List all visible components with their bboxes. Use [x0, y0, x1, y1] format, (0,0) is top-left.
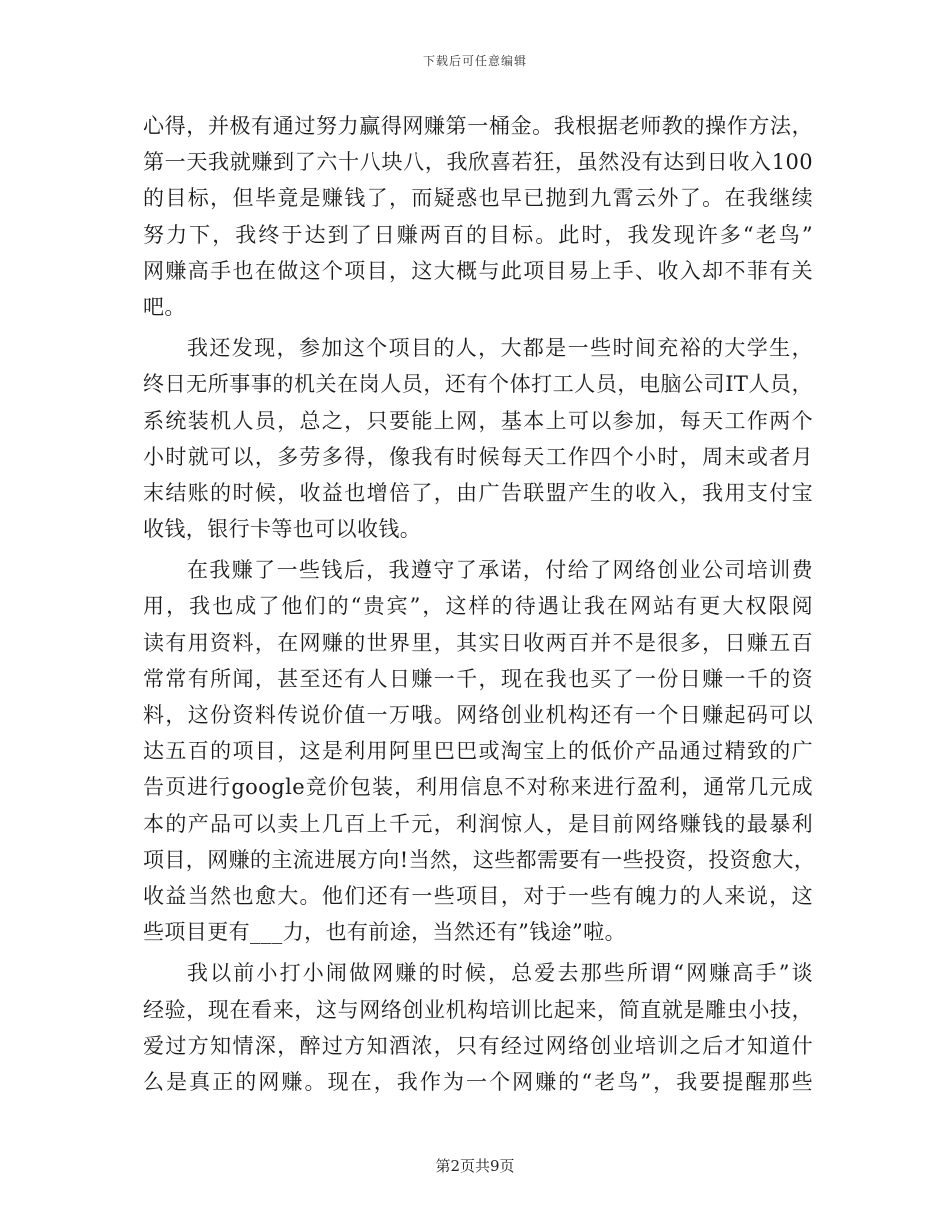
- text-line: 收益当然也愈大。他们还有一些项目，对于一些有魄力的人来说，这: [143, 883, 813, 908]
- text-line: 的目标，但毕竟是赚钱了，而疑惑也早已抛到九霄云外了。在我继续: [143, 186, 813, 211]
- page-number: 第2页共9页: [435, 1157, 515, 1175]
- paragraph-3: [143, 552, 816, 950]
- text-line: 读有用资料，在网赚的世界里，其实日收两百并不是很多，日赚五百: [143, 630, 813, 655]
- text-line: 常常有所闻，甚至还有人日赚一千，现在我也买了一份日赚一千的资: [143, 666, 813, 691]
- text-line: 小时就可以，多劳多得，像我有时候每天工作四个小时，周末或者月: [143, 444, 813, 469]
- text-line: 告页进行google竞价包装，利用信息不对称来进行盈利，通常几元成: [143, 775, 813, 800]
- text-line: 第一天我就赚到了六十八块八，我欣喜若狂，虽然没有达到日收入100: [143, 150, 813, 175]
- text-line: 在我赚了一些钱后，我遵守了承诺，付给了网络创业公司培训费: [187, 558, 813, 583]
- text-line: 用，我也成了他们的“贵宾”，这样的待遇让我在网站有更大权限阅: [143, 594, 813, 619]
- text-line: 我以前小打小闹做网赚的时候，总爱去那些所谓“网赚高手”谈: [187, 961, 813, 986]
- text-line: 我还发现，参加这个项目的人，大都是一些时间充裕的大学生，: [187, 336, 813, 361]
- text-line: 经验，现在看来，这与网络创业机构培训比起来，简直就是雕虫小技，: [143, 997, 813, 1022]
- text-line: 末结账的时候，收益也增倍了，由广告联盟产生的收入，我用支付宝: [143, 480, 813, 505]
- text-line: 网赚高手也在做这个项目，这大概与此项目易上手、收入却不菲有关: [143, 258, 813, 283]
- text-line: 达五百的项目，这是利用阿里巴巴或淘宝上的低价产品通过精致的广: [143, 739, 813, 764]
- text-line: 系统装机人员，总之，只要能上网，基本上可以参加，每天工作两个: [143, 408, 813, 433]
- document-body: [143, 108, 816, 1100]
- text-line: 努力下，我终于达到了日赚两百的目标。此时，我发现许多“老鸟”: [143, 222, 813, 247]
- text-line: 料，这份资料传说价值一万哦。网络创业机构还有一个日赚起码可以: [143, 703, 813, 727]
- paragraph-2: [143, 330, 813, 547]
- text-line: 么是真正的网赚。现在，我作为一个网赚的“老鸟”，我要提醒那些: [143, 1069, 813, 1094]
- paragraph-1: [143, 108, 813, 325]
- text-line: 收钱，银行卡等也可以收钱。: [143, 517, 422, 542]
- text-line: 吧。: [143, 294, 186, 319]
- paragraph-4: [143, 955, 813, 1100]
- text-line: 项目，网赚的主流进展方向!当然，这些都需要有一些投资，投资愈大，: [143, 847, 816, 872]
- text-line: 本的产品可以卖上几百上千元，利润惊人，是目前网络赚钱的最暴利: [143, 811, 813, 836]
- text-line: 心得，并极有通过努力赢得网赚第一桶金。我根据老师教的操作方法，: [143, 114, 813, 138]
- text-line: 爱过方知情深，醉过方知酒浓，只有经过网络创业培训之后才知道什: [143, 1033, 813, 1058]
- text-line: 终日无所事事的机关在岗人员，还有个体打工人员，电脑公司IT人员，: [143, 372, 813, 397]
- page-header: 下载后可任意编辑: [422, 54, 527, 68]
- text-line: 些项目更有___力，也有前途，当然还有”钱途”啦。: [143, 920, 626, 945]
